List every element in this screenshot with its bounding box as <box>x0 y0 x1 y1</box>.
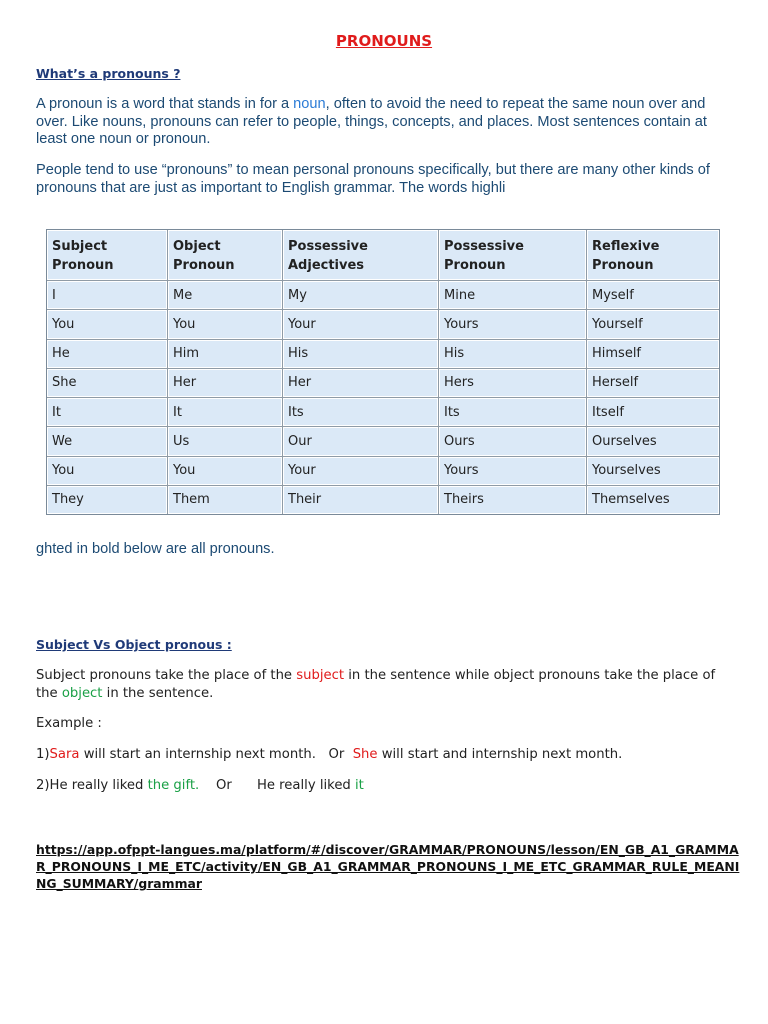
example-text: will start and internship next month. <box>377 747 623 762</box>
source-url-link[interactable]: https://app.ofppt-langues.ma/platform/#/discover/GRAMMAR/PRONOUNS/lesson/EN_GB_A1_GRAMMAR_PRONOUNS_I_ME_ETC/activity/EN_GB_A1_GRAMMAR_PRONOUNS_I_ME_ETC_GRAMMAR_RULE_MEANING_SUMMARY/grammar <box>36 842 740 891</box>
table-cell: Ours <box>439 427 587 456</box>
table-cell: He <box>47 340 168 369</box>
table-cell: Her <box>168 369 283 398</box>
desc-text: in the sentence. <box>102 685 214 701</box>
table-cell: You <box>168 310 283 339</box>
table-cell: Your <box>283 457 439 486</box>
pronoun-definition-paragraph <box>36 96 736 149</box>
definition-text-start: A pronoun is a word that stands in for a <box>36 96 294 112</box>
table-cell: Your <box>283 310 439 339</box>
table-cell: My <box>283 281 439 310</box>
subject-highlight: subject <box>296 668 345 683</box>
sara-highlight: Sara <box>49 747 80 762</box>
table-cell: We <box>47 427 168 456</box>
table-cell: Him <box>168 340 283 369</box>
table-row <box>47 281 719 310</box>
she-highlight: She <box>352 747 378 762</box>
table-cell: It <box>47 398 168 427</box>
table-cell: Us <box>168 427 283 456</box>
table-row <box>47 457 719 486</box>
header-possessive-pronoun: Possessive Pronoun <box>439 230 587 281</box>
table-cell: Yourself <box>587 310 719 339</box>
table-cell: Its <box>439 398 587 427</box>
header-object-pronoun: Object Pronoun <box>168 230 283 281</box>
table-cell: They <box>47 486 168 514</box>
gift-highlight: the gift. <box>147 778 200 793</box>
table-cell: Their <box>283 486 439 514</box>
noun-link[interactable]: noun <box>293 96 326 112</box>
desc-text: Subject pronouns take the place of the <box>36 668 297 683</box>
table-row <box>47 486 719 514</box>
table-row <box>47 427 719 456</box>
pronoun-kinds-paragraph: People tend to use “pronouns” to mean personal pronouns specifically, but there are many other kinds of pronouns that are just as important to English grammar. The words highli <box>36 162 710 196</box>
table-cell: Her <box>283 369 439 398</box>
table-cell: Themselves <box>587 486 719 514</box>
example-text: will start an internship next month. Or <box>79 747 353 762</box>
table-cell: She <box>47 369 168 398</box>
table-cell: Our <box>283 427 439 456</box>
pronouns-table <box>46 229 720 515</box>
example-text: Or He really liked <box>199 778 355 793</box>
table-cell: I <box>47 281 168 310</box>
object-highlight: object <box>61 685 103 701</box>
table-cell: You <box>47 457 168 486</box>
pronoun-kinds-paragraph-continued: ghted in bold below are all pronouns. <box>36 541 275 557</box>
header-possessive-adjectives: Possessive Adjectives <box>283 230 439 281</box>
example-1 <box>36 746 736 764</box>
table-cell: It <box>168 398 283 427</box>
table-cell: You <box>47 310 168 339</box>
table-cell: Me <box>168 281 283 310</box>
table-cell: Myself <box>587 281 719 310</box>
table-header-row <box>47 230 719 281</box>
table-cell: Ourselves <box>587 427 719 456</box>
definition-text-end: , often to avoid the need to repeat the same noun over and over. Like nouns, pronouns can refer to people, things, concepts, and places. Most sentences contain at least one noun or pronoun. <box>36 96 707 147</box>
table-cell: Itself <box>587 398 719 427</box>
table-row <box>47 340 719 369</box>
table-cell: Yourselves <box>587 457 719 486</box>
header-reflexive-pronoun: Reflexive Pronoun <box>587 230 719 281</box>
example-number: 1) <box>36 747 50 762</box>
header-subject-pronoun: Subject Pronoun <box>47 230 168 281</box>
table-cell: Hers <box>439 369 587 398</box>
it-highlight: it <box>355 778 364 793</box>
table-cell: Yours <box>439 310 587 339</box>
example-text: 2)He really liked <box>36 778 148 793</box>
subject-object-description <box>36 667 736 702</box>
table-row <box>47 310 719 339</box>
example-2 <box>36 777 736 795</box>
table-cell: Theirs <box>439 486 587 514</box>
desc-text: in the sentence while object pronouns take the place of the <box>36 668 716 701</box>
table-cell: Them <box>168 486 283 514</box>
table-cell: His <box>439 340 587 369</box>
table-cell: His <box>283 340 439 369</box>
table-row <box>47 369 719 398</box>
table-cell: Mine <box>439 281 587 310</box>
page-title: PRONOUNS <box>335 32 433 50</box>
table-cell: Himself <box>587 340 719 369</box>
table-cell: Yours <box>439 457 587 486</box>
example-label: Example : <box>36 716 102 731</box>
table-row <box>47 398 719 427</box>
section-heading-subject-vs-object: Subject Vs Object pronous : <box>36 637 232 652</box>
table-cell: Its <box>283 398 439 427</box>
section-heading-whats-a-pronoun: What’s a pronouns ? <box>36 66 181 81</box>
table-cell: Herself <box>587 369 719 398</box>
table-cell: You <box>168 457 283 486</box>
